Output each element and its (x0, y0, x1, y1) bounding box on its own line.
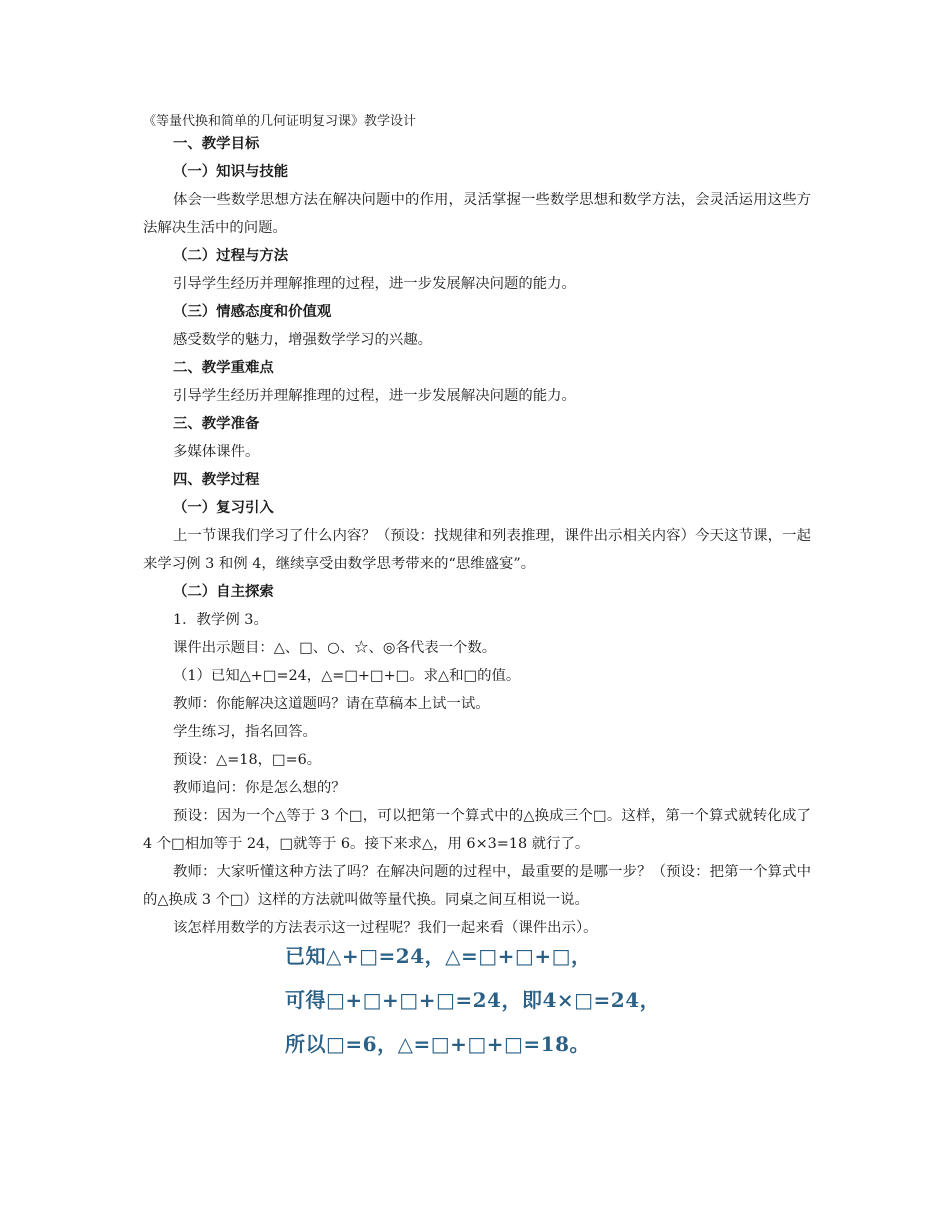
paragraph-process-method: 引导学生经历并理解推理的过程，进一步发展解决问题的能力。 (173, 276, 576, 292)
subheading-explore: （二）自主探索 (173, 584, 274, 600)
paragraph-attitude-values: 感受数学的魅力，增强数学学习的兴趣。 (173, 332, 433, 348)
section-heading-preparation: 三、教学准备 (173, 416, 260, 432)
formula-line-3: 所以□=6，△=□+□+□=18。 (285, 1032, 591, 1056)
paragraph-teacher-summary: 教师：大家听懂这种方法了吗？在解决问题的过程中，最重要的是哪一步？（预设：把第一个算式中的△换成 3 个□）这样的方法就叫做等量代换。同桌之间互相说一说。 (143, 864, 811, 908)
paragraph-key-points: 引导学生经历并理解推理的过程，进一步发展解决问题的能力。 (173, 388, 576, 404)
section-heading-process: 四、教学过程 (173, 472, 260, 488)
paragraph-review: 上一节课我们学习了什么内容？（预设：找规律和列表推理，课件出示相关内容）今天这节课，一起来学习例 3 和例 4，继续享受由数学思考带来的“思维盛宴”。 (143, 528, 811, 572)
paragraph-problem-statement: 课件出示题目：△、□、○、☆、◎各代表一个数。 (173, 640, 497, 656)
section-heading-objectives: 一、教学目标 (173, 136, 260, 152)
paragraph-problem-1: （1）已知△+□=24，△=□+□+□。求△和□的值。 (173, 668, 521, 684)
subheading-review: （一）复习引入 (173, 500, 274, 516)
paragraph-expected-reasoning: 预设：因为一个△等于 3 个□，可以把第一个算式中的△换成三个□。这样，第一个算式就转化成了 4 个□相加等于 24，□就等于 6。接下来求△，用 6×3=18 就行了。 (143, 808, 811, 852)
formula-line-2: 可得□+□+□+□=24，即4×□=24， (285, 988, 661, 1012)
document-body (143, 130, 811, 942)
paragraph-representation: 该怎样用数学的方法表示这一过程呢？我们一起来看（课件出示）。 (173, 920, 598, 936)
paragraph-student-practice: 学生练习，指名回答。 (173, 724, 317, 740)
formula-image (285, 934, 705, 1066)
paragraph-expected-answer: 预设：△=18，□=6。 (173, 752, 322, 768)
paragraph-teacher-followup: 教师追问：你是怎么想的？ (173, 780, 346, 796)
formula-line-1: 已知△+□=24，△=□+□+□， (285, 944, 592, 968)
subheading-knowledge-skills: （一）知识与技能 (173, 164, 289, 180)
subheading-attitude-values: （三）情感态度和价值观 (173, 304, 332, 320)
paragraph-knowledge-skills: 体会一些数学思想方法在解决问题中的作用，灵活掌握一些数学思想和数学方法，会灵活运用这些方法解决生活中的问题。 (143, 192, 811, 236)
paragraph-preparation: 多媒体课件。 (173, 444, 260, 460)
document-title: 《等量代换和简单的几何证明复习课》教学设计 (143, 114, 417, 129)
paragraph-example-3: 1．教学例 3。 (173, 612, 268, 628)
subheading-process-method: （二）过程与方法 (173, 248, 289, 264)
section-heading-key-points: 二、教学重难点 (173, 360, 274, 376)
paragraph-teacher-prompt: 教师：你能解决这道题吗？请在草稿本上试一试。 (173, 696, 490, 712)
